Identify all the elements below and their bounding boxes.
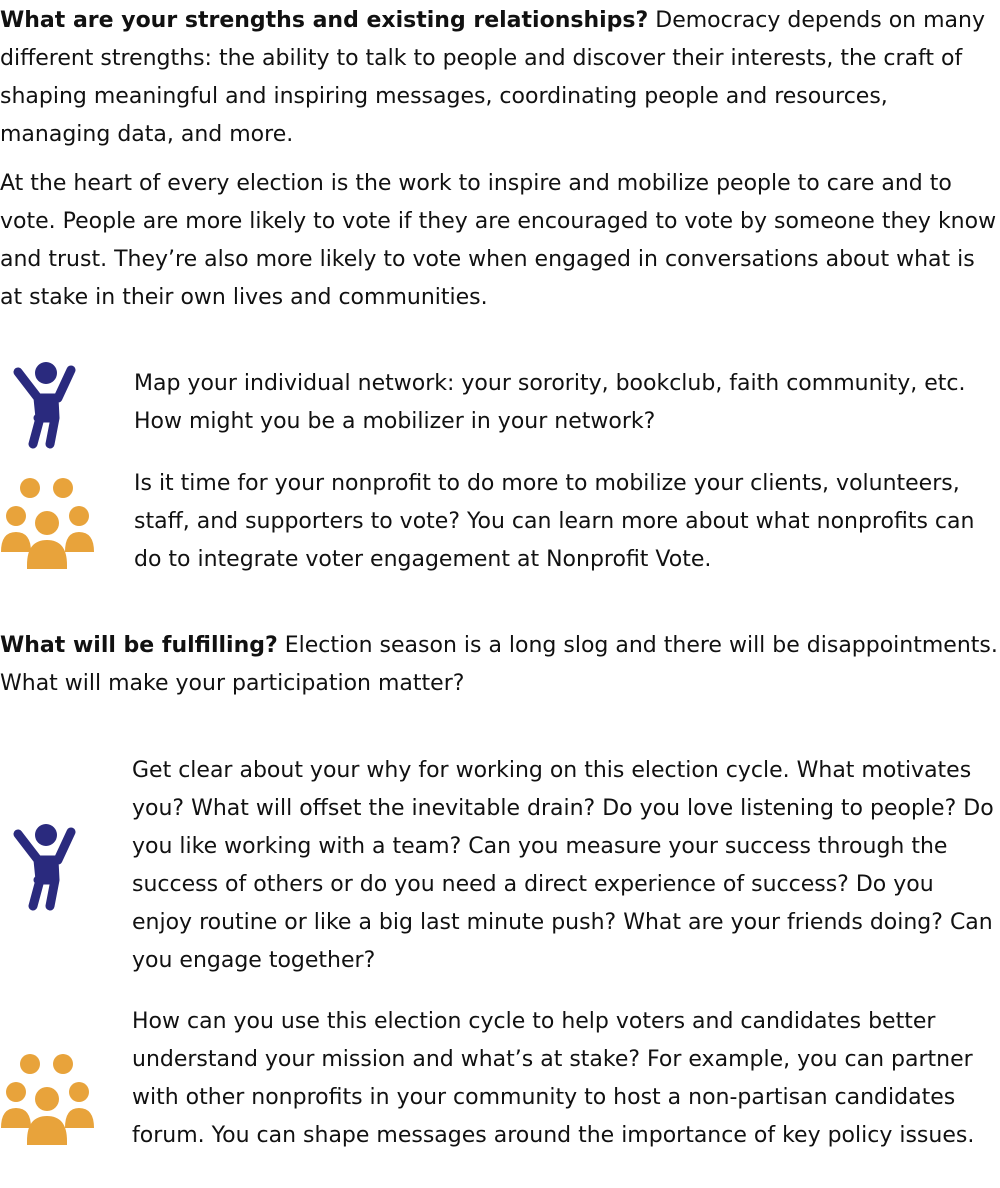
section1-item-nonprofit-text: Is it time for your nonprofit to do more to mobilize your clients, volunteers, staff, and supporters to vote? You can learn more about what nonprofits can do to integrate voter engagement at Nonprofit Vote. [134,471,975,572]
section2-heading: What will be fulfilling? [0,633,278,658]
section2-item-mission [0,1003,1000,1188]
section1-heading: What are your strengths and existing relationships? [0,8,649,33]
section1-item-network-text: Map your individual network: your sorority, bookclub, faith community, etc. How might you be a mobilizer in your network? [134,371,966,434]
section1-item-network [0,360,1000,450]
section2-intro-text: Election season is a long slog and there will be disappointments. What will make your participation matter? [0,633,998,696]
section1-intro-text: Democracy depends on many different strengths: the ability to talk to people and discover their interests, the craft of shaping meaningful and inspiring messages, coordinating people and resources, managing data, and more. [0,8,985,147]
section2-intro-paragraph [0,627,1000,703]
section1-paragraph2: At the heart of every election is the work to inspire and mobilize people to care and to vote. People are more likely to vote if they are encouraged to vote by someone they know and trust. They’re also more likely to vote when engaged in conversations about what is at stake in their own lives and communities. [0,171,997,310]
section2-item-why-text: Get clear about your why for working on this election cycle. What motivates you? What will offset the inevitable drain? Do you love listening to people? Do you like working with a team? Can you measure your success through the success of others or do you need a direct experience of success? Do you enjoy routine or like a big last minute push? What are your friends doing? Can you engage together? [132,758,994,973]
section2-item-why [0,752,1000,984]
section2-item-mission-text: How can you use this election cycle to help voters and candidates better understand your mission and what’s at stake? For example, you can partner with other nonprofits in your community to host a non-partisan candidates forum. You can shape messages around the importance of key policy issues. [132,1009,975,1148]
group-icon [0,1053,96,1157]
section1-intro-paragraph [0,2,1000,154]
person-icon [0,360,80,450]
section1-item-nonprofit [0,465,1000,580]
person-icon [0,822,80,912]
group-icon [0,477,96,581]
